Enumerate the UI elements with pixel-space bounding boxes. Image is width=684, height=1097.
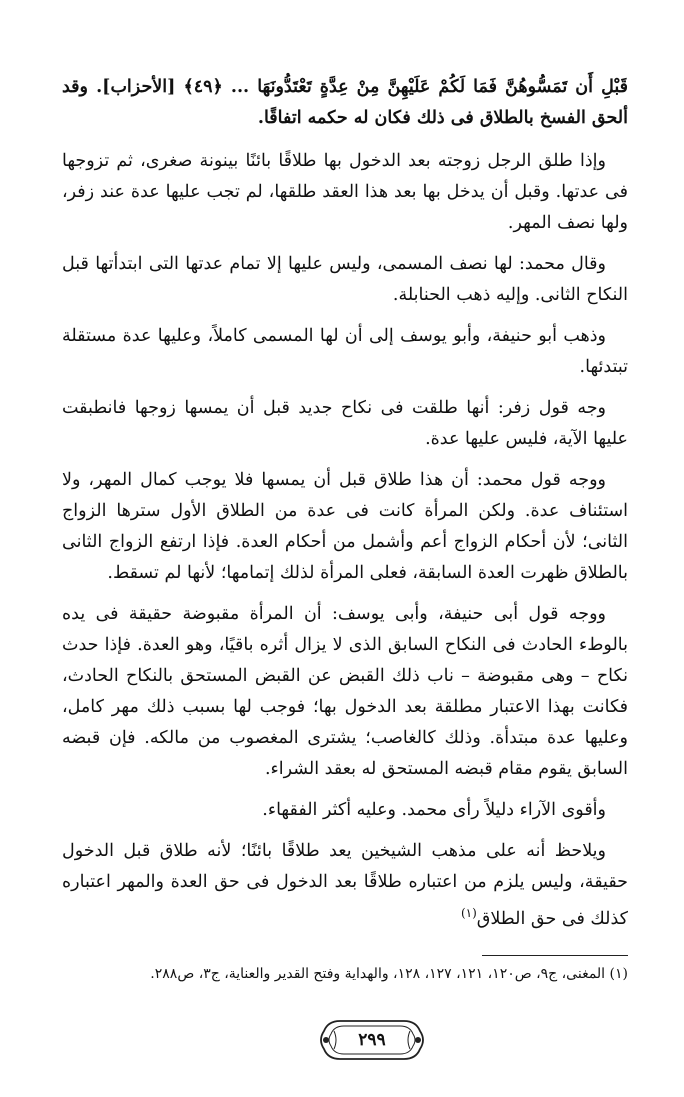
page-body [62,72,628,945]
page-number: ٢٩٩ [358,1030,386,1050]
paragraph-muhammad-reason: ووجه قول محمد: أن هذا طلاق قبل أن يمسها فلا يوجب كمال المهر، ولا استئناف عدة. ولكن المرأة كانت فى عدة من الطلاق الأول سترها الزواج الثانى؛ لأن أحكام الزواج أعم وأشمل من أحكام العدة. فإذا ارتفع الزواج الثانى بالطلاق ظهرت العدة السابقة، فعلى المرأة لذلك إتمامها؛ لأنها لم تسقط. [62,470,628,583]
page-number-frame [316,1017,428,1063]
paragraph-note-text: ويلاحظ أنه على مذهب الشيخين يعد طلاقًا بائنًا؛ لأنه طلاق قبل الدخول حقيقة، وليس يلزم من اعتباره طلاقًا بعد الدخول فى حق العدة والمهر اعتباره كذلك فى حق الطلاق [62,841,628,929]
footnote: (١) المغنى، ج٩، ص١٢٠، ١٢١، ١٢٧، ١٢٨، والهداية وفتح القدير والعناية، ج٣، ص٢٨٨. [150,966,628,982]
paragraph-zufar-reason: وجه قول زفر: أنها طلقت فى نكاح جديد قبل أن يمسها زوجها فانطبقت عليها الآية، فليس عليها عدة. [62,398,628,449]
footnote-divider [482,955,628,956]
paragraph-note [62,836,628,935]
footnote-reference[interactable]: (١) [460,906,477,920]
paragraph-abu-hanifa-opinion: وذهب أبو حنيفة، وأبو يوسف إلى أن لها المسمى كاملاً، وعليها عدة مستقلة تبتدئها. [62,326,628,377]
paragraph-strongest-opinion: وأقوى الآراء دليلاً رأى محمد. وعليه أكثر الفقهاء. [262,800,606,820]
paragraph-muhammad-opinion: وقال محمد: لها نصف المسمى، وليس عليها إلا تمام عدتها التى ابتدأتها قبل النكاح الثانى. وإليه ذهب الحنابلة. [62,254,628,305]
paragraph-quran-quote: قَبْلِ أَن تَمَسُّوهُنَّ فَمَا لَكُمْ عَلَيْهِنَّ مِنْ عِدَّةٍ تَعْتَدُّونَهَا ... ﴿٤٩﴾ [الأحزاب]. وقد ألحق الفسخ بالطلاق فى ذلك فكان له حكمه اتفاقًا. [62,77,628,128]
paragraph-zufar-case: وإذا طلق الرجل زوجته بعد الدخول بها طلاقًا بائنًا بينونة صغرى، ثم تزوجها فى عدتها. وقبل أن يدخل بها بعد هذا العقد طلقها، لم تجب عليها عدة عند زفر، ولها نصف المهر. [62,151,628,233]
paragraph-abu-hanifa-reason: ووجه قول أبى حنيفة، وأبى يوسف: أن المرأة مقبوضة حقيقة فى يده بالوطء الحادث فى النكاح السابق الذى لا يزال أثره باقيًا، وهو العدة. فإذا حدث نكاح – وهى مقبوضة – ناب ذلك القبض عن القبض المستحق بالنكاح الحادث، فكانت بهذا الاعتبار مطلقة بعد الدخول بها؛ فوجب لها بسبب ذلك مهر كامل، وعليها عدة مبتدأة. وذلك كالغاصب؛ يشترى المغصوب من مالكه. فإن قبضه السابق يقوم مقام قبضه المستحق له بعقد الشراء. [62,604,628,779]
